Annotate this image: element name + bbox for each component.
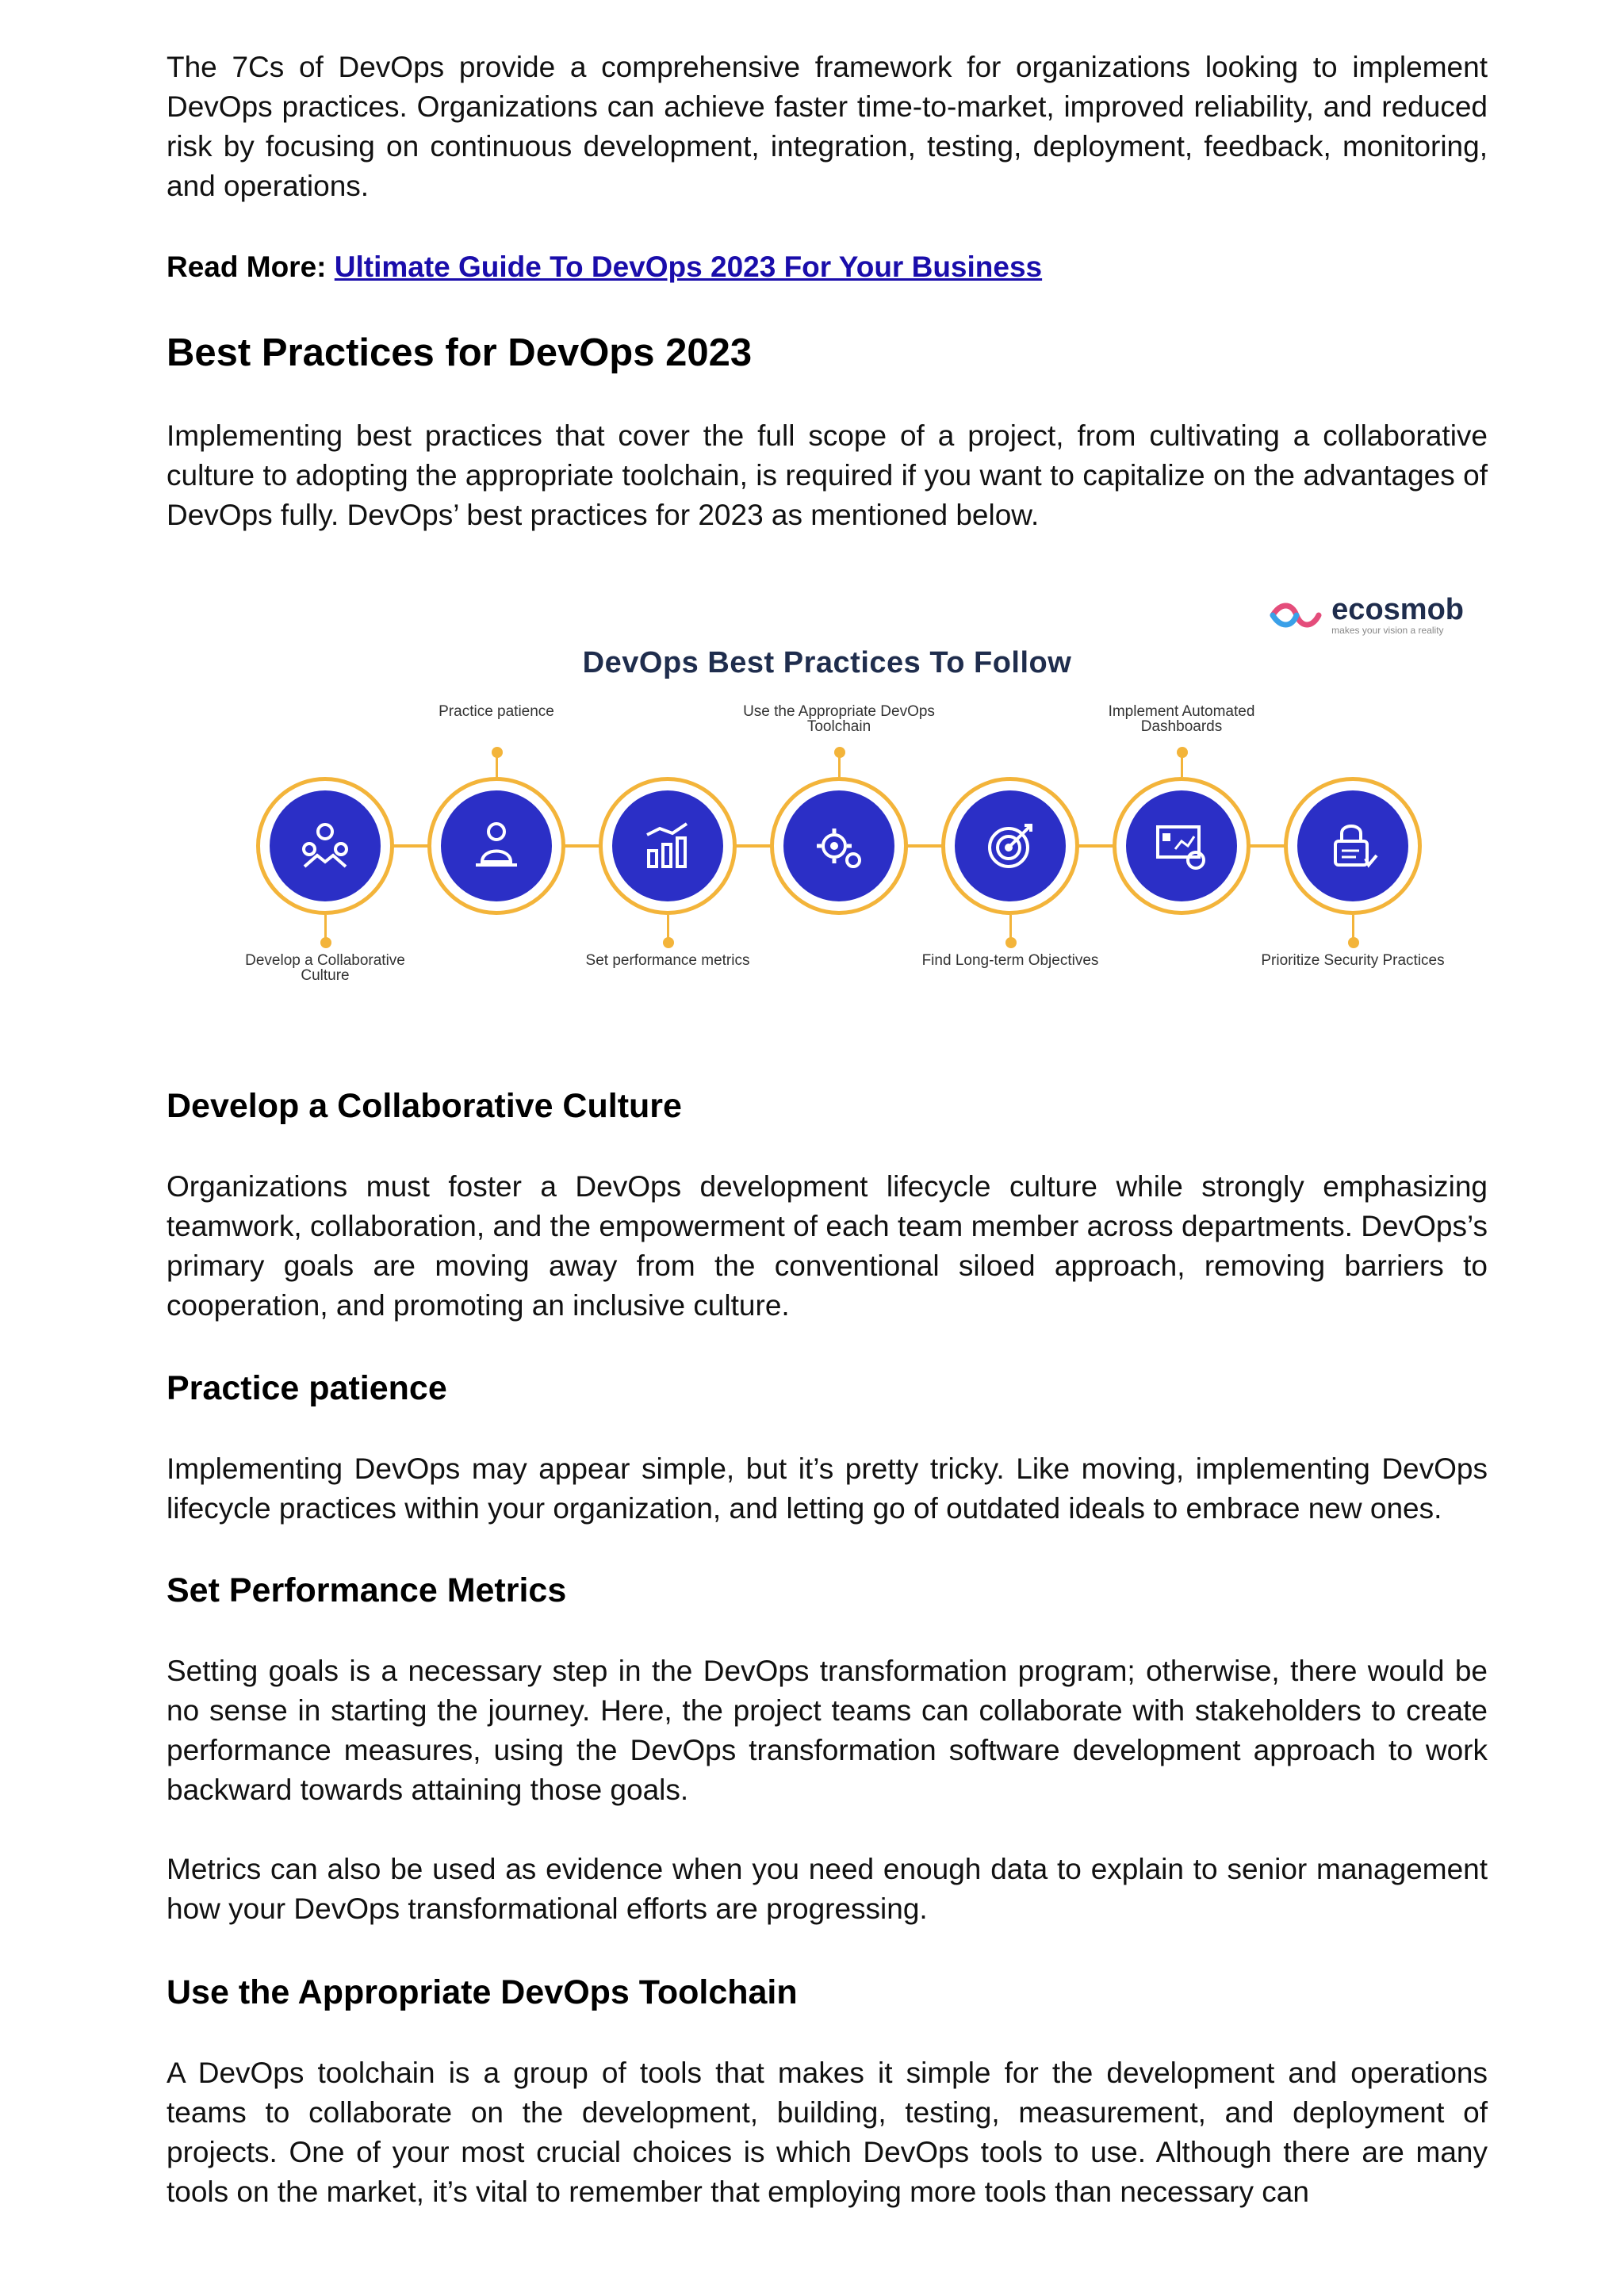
section-paragraph: Organizations must foster a DevOps development lifecycle culture while strongly emphasizing teamwork, collaboration, and the empowerment of each team member across departments. DevOps’s primary goals are moving away from the conventional siloed approach, removing barriers to cooperation, and promoting an inclusive culture. — [167, 1170, 1488, 1322]
section-collaborative-culture — [167, 1085, 1488, 1127]
step-label: Develop a Collaborative Culture — [245, 952, 405, 984]
devops-practices-infographic — [167, 571, 1488, 1015]
best-practices-heading-block — [167, 329, 1488, 377]
brand-tagline: makes your vision a reality — [1331, 625, 1444, 636]
bar-chart-icon — [636, 814, 699, 878]
section-heading: Practice patience — [167, 1369, 447, 1407]
step-node-dashboards — [1113, 777, 1251, 915]
dashboard-icon — [1150, 814, 1213, 878]
section-paragraph: A DevOps toolchain is a group of tools that makes it simple for the development and operations teams to collaborate on the development, building, testing, measurement, and deployment of projects. One of your most crucial choices is which DevOps tools to use. Although there are many tools on the market, it’s vital to remember that employing more tools than necessary can — [167, 2057, 1488, 2208]
section-heading: Set Performance Metrics — [167, 1571, 567, 1609]
step-node-toolchain — [770, 777, 908, 915]
section-practice-patience-body — [167, 1449, 1488, 1529]
best-practices-heading: Best Practices for DevOps 2023 — [167, 331, 753, 374]
step-node-security — [1284, 777, 1422, 915]
target-icon — [979, 814, 1042, 878]
step-node-patience — [427, 777, 565, 915]
section-paragraph: Setting goals is a necessary step in the DevOps transformation program; otherwise, there would be no sense in starting the journey. Here, the project teams can collaborate with stakeholders to create performance measures, using the DevOps transformation software development approach to work backward towards attaining those goals. — [167, 1655, 1488, 1806]
best-practices-paragraph-block — [167, 416, 1488, 535]
step-label: Prioritize Security Practices — [1261, 952, 1445, 969]
step-node-metrics — [599, 777, 737, 915]
read-more-link[interactable]: Ultimate Guide To DevOps 2023 For Your Business — [334, 251, 1043, 283]
section-collaborative-culture-body — [167, 1167, 1488, 1326]
infographic-title: DevOps Best Practices To Follow — [582, 646, 1072, 679]
step-node-objectives — [941, 777, 1079, 915]
intro-paragraph-block — [167, 48, 1488, 206]
step-label: Use the Appropriate DevOps Toolchain — [743, 703, 935, 735]
gears-icon — [807, 814, 871, 878]
section-devops-toolchain — [167, 1971, 1488, 2014]
ecosmob-logo-icon — [1268, 598, 1323, 633]
brand-name: ecosmob — [1331, 593, 1464, 626]
step-label: Find Long-term Objectives — [921, 952, 1099, 969]
step-label: Implement Automated Dashboards — [1108, 703, 1255, 735]
section-paragraph: Implementing DevOps may appear simple, but it’s pretty tricky. Like moving, implementing DevOps lifecycle practices within your organization, and letting go of outdated ideals to embrace new ones. — [167, 1452, 1488, 1525]
section-paragraph: Metrics can also be used as evidence when you need enough data to explain to senior management how your DevOps transformational efforts are progressing. — [167, 1853, 1488, 1925]
section-heading: Use the Appropriate DevOps Toolchain — [167, 1973, 798, 2011]
collaboration-icon — [293, 814, 357, 878]
section-performance-metrics-body-2 — [167, 1850, 1488, 1929]
step-label: Set performance metrics — [585, 952, 750, 969]
section-performance-metrics-body — [167, 1651, 1488, 1810]
section-devops-toolchain-body — [167, 2053, 1488, 2212]
security-lock-icon — [1321, 814, 1385, 878]
section-practice-patience — [167, 1367, 1488, 1410]
intro-paragraph: The 7Cs of DevOps provide a comprehensive framework for organizations looking to implement DevOps practices. Organizations can achieve faster time-to-market, improved reliability, and reduced risk by focusing on continuous development, integration, testing, deployment, feedback, monitoring, and operations. — [167, 51, 1488, 202]
step-node-collaboration — [256, 777, 394, 915]
ecosmob-logo — [1268, 595, 1464, 636]
person-meditation-icon — [465, 814, 528, 878]
best-practices-paragraph: Implementing best practices that cover the full scope of a project, from cultivating a collaborative culture to adopting the appropriate toolchain, is required if you want to capitalize on the advantages of DevOps fully. DevOps’ best practices for 2023 as mentioned below. — [167, 419, 1488, 531]
section-performance-metrics — [167, 1569, 1488, 1612]
section-heading: Develop a Collaborative Culture — [167, 1087, 682, 1125]
step-label: Practice patience — [439, 703, 554, 720]
read-more-label: Read More: — [167, 251, 327, 283]
read-more-block — [167, 247, 1488, 287]
